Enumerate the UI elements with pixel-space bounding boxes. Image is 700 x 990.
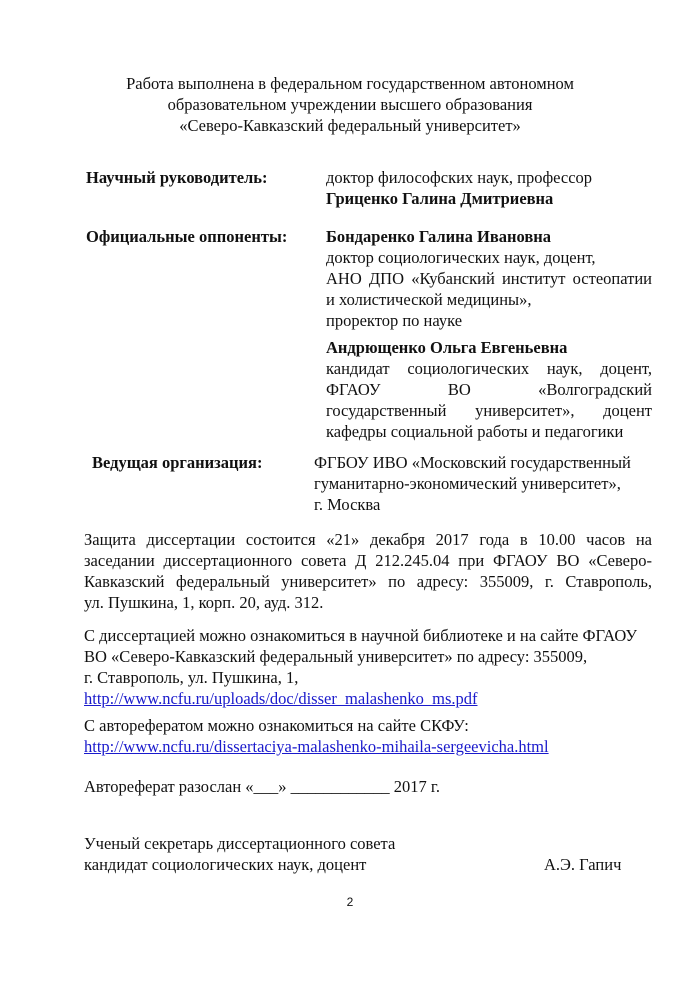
header-line: образовательном учреждении высшего образования bbox=[167, 95, 533, 114]
defense-line: заседании диссертационного совета Д 212.245.04 при ФГАОУ ВО «Северо- bbox=[84, 551, 652, 570]
dissertation-paragraph bbox=[84, 625, 652, 709]
abstract-link[interactable]: http://www.ncfu.ru/dissertaciya-malashenko-mihaila-sergeevicha.html bbox=[84, 737, 549, 756]
lead-org-line: г. Москва bbox=[314, 495, 381, 514]
abstract-paragraph bbox=[84, 715, 652, 757]
opponent-name: Бондаренко Галина Ивановна bbox=[326, 227, 552, 246]
defense-line: Защита диссертации состоится «21» декабря 2017 года в 10.00 часов на bbox=[84, 530, 652, 549]
abstract-sent-line: Автореферат разослан «___» ____________ 2017 г. bbox=[84, 777, 440, 796]
opponent-detail: кафедры социальной работы и педагогики bbox=[326, 422, 624, 441]
defense-line: ул. Пушкина, 1, корп. 20, ауд. 312. bbox=[84, 593, 324, 612]
opponent-first-block bbox=[326, 226, 652, 331]
opponent-detail: проректор по науке bbox=[326, 311, 463, 330]
opponent-second-block bbox=[326, 337, 652, 442]
opponents-label: Официальные оппоненты: bbox=[86, 227, 288, 246]
dissertation-line: г. Ставрополь, ул. Пушкина, 1, bbox=[84, 668, 299, 687]
secretary-degree: кандидат социологических наук, доцент bbox=[84, 855, 367, 874]
defense-line: Кавказский федеральный университет» по адресу: 355009, г. Ставрополь, bbox=[84, 572, 652, 591]
lead-org-block bbox=[314, 452, 654, 515]
dissertation-line: ВО «Северо-Кавказский федеральный университет» по адресу: 355009, bbox=[84, 647, 588, 666]
page-number: 2 bbox=[346, 895, 354, 909]
opponent-detail: доктор социологических наук, доцент, bbox=[326, 248, 596, 267]
supervisor-label: Научный руководитель: bbox=[86, 168, 268, 187]
header-block bbox=[60, 73, 640, 136]
lead-org-line: ФГБОУ ИВО «Московский государственный bbox=[314, 453, 631, 472]
header-line: «Северо-Кавказский федеральный университет» bbox=[179, 116, 521, 135]
header-line: Работа выполнена в федеральном государственном автономном bbox=[126, 74, 574, 93]
opponent-detail: кандидат социологических наук, доцент, bbox=[326, 359, 652, 378]
supervisor-block bbox=[326, 167, 656, 209]
supervisor-name: Гриценко Галина Дмитриевна bbox=[326, 189, 554, 208]
dissertation-link[interactable]: http://www.ncfu.ru/uploads/doc/disser_malashenko_ms.pdf bbox=[84, 689, 478, 708]
lead-org-label: Ведущая организация: bbox=[92, 453, 263, 472]
defense-paragraph bbox=[84, 529, 652, 613]
abstract-line: С авторефератом можно ознакомиться на сайте СКФУ: bbox=[84, 716, 469, 735]
supervisor-degree: доктор философских наук, профессор bbox=[326, 168, 593, 187]
secretary-block bbox=[84, 833, 414, 875]
opponent-detail: ФГАОУ ВО «Волгоградский bbox=[326, 380, 652, 399]
opponent-detail: и холистической медицины», bbox=[326, 290, 532, 309]
opponent-name: Андрющенко Ольга Евгеньевна bbox=[326, 338, 568, 357]
secretary-title: Ученый секретарь диссертационного совета bbox=[84, 834, 396, 853]
secretary-name: А.Э. Гапич bbox=[544, 855, 622, 874]
opponent-detail: АНО ДПО «Кубанский институт остеопатии bbox=[326, 269, 652, 288]
opponent-detail: государственный университет», доцент bbox=[326, 401, 652, 420]
dissertation-line: С диссертацией можно ознакомиться в научной библиотеке и на сайте ФГАОУ bbox=[84, 626, 638, 645]
lead-org-line: гуманитарно-экономический университет», bbox=[314, 474, 621, 493]
